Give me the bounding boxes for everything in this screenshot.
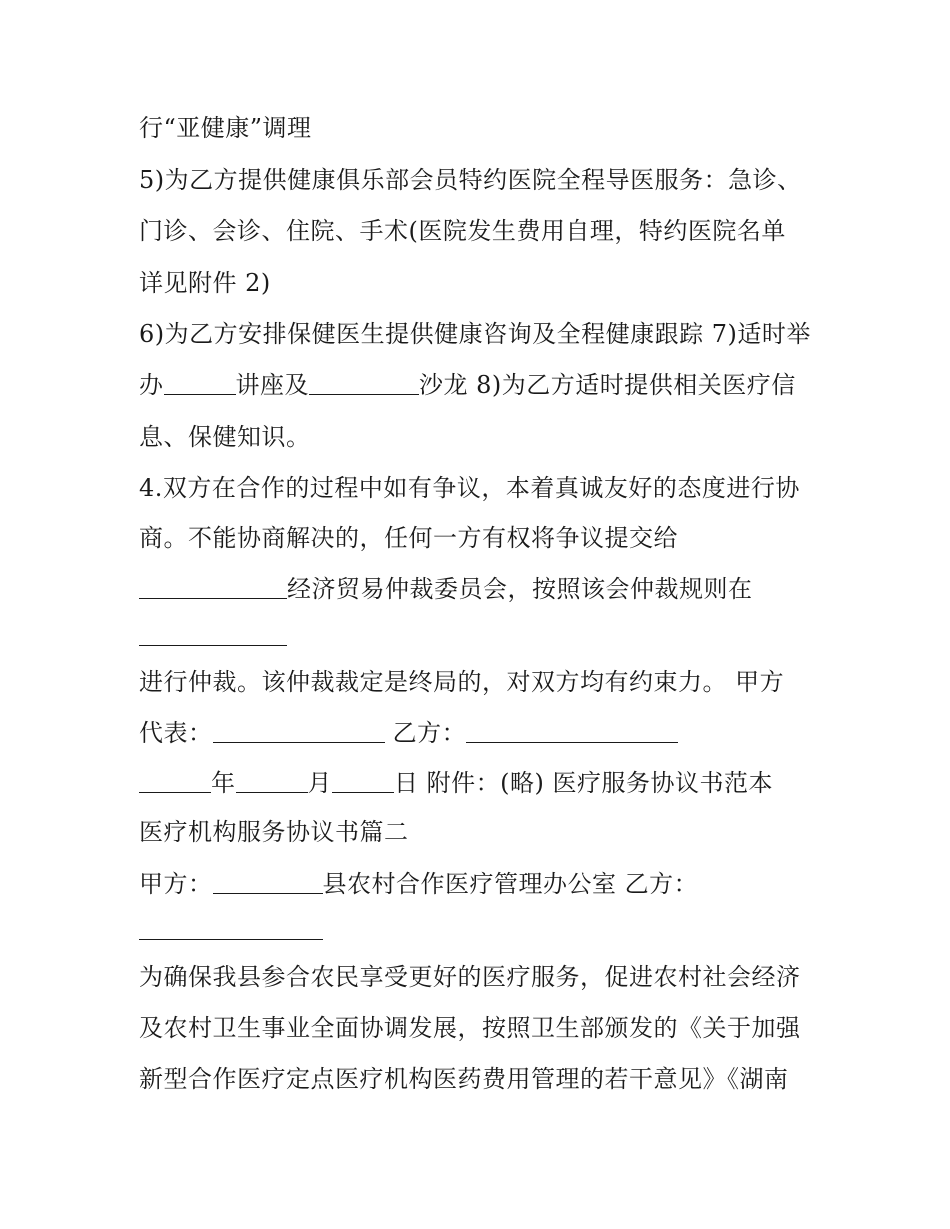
text-line: 为确保我县参合农民享受更好的医疗服务，促进农村社会经济 bbox=[139, 963, 801, 991]
text-line bbox=[139, 713, 678, 753]
text-line bbox=[139, 569, 753, 609]
fill-blank bbox=[466, 718, 678, 743]
text-segment: 县农村合作医疗管理办公室 乙方： bbox=[322, 870, 699, 898]
text-line: 门诊、会诊、住院、手术(医院发生费用自理，特约医院名单 bbox=[139, 217, 786, 245]
fill-blank bbox=[213, 869, 323, 894]
text-segment: 月 bbox=[307, 769, 332, 797]
text-line: 商。不能协商解决的，任何一方有权将争议提交给 bbox=[139, 524, 678, 552]
fill-blank bbox=[139, 915, 323, 940]
text-line: 6)为乙方安排保健医生提供健康咨询及全程健康跟踪 7)适时举 bbox=[139, 320, 811, 348]
fill-blank bbox=[309, 370, 419, 395]
text-line bbox=[139, 763, 773, 803]
text-line bbox=[139, 616, 287, 656]
fill-blank bbox=[139, 621, 287, 646]
text-line: 医疗机构服务协议书篇二 bbox=[139, 818, 409, 846]
fill-blank bbox=[213, 718, 385, 743]
text-line bbox=[139, 864, 698, 904]
text-segment: 日 附件：(略) 医疗服务协议书范本 bbox=[394, 769, 773, 797]
fill-blank bbox=[236, 768, 308, 793]
text-segment: 年 bbox=[211, 769, 236, 797]
text-segment: 讲座及 bbox=[235, 371, 309, 399]
text-segment: 乙方： bbox=[384, 719, 467, 747]
text-line: 进行仲裁。该仲裁裁定是终局的，对双方均有约束力。 甲方 bbox=[139, 668, 785, 696]
text-line: 新型合作医疗定点医疗机构医药费用管理的若干意见》《湖南 bbox=[139, 1065, 789, 1093]
text-line: 5)为乙方提供健康俱乐部会员特约医院全程导医服务：急诊、 bbox=[139, 166, 802, 194]
text-segment: 办 bbox=[139, 371, 164, 399]
fill-blank bbox=[139, 574, 287, 599]
text-segment: 经济贸易仲裁委员会，按照该会仲裁规则在 bbox=[287, 575, 753, 603]
text-line bbox=[139, 365, 796, 405]
text-line: 详见附件 2) bbox=[139, 269, 271, 297]
text-segment: 甲方： bbox=[139, 870, 213, 898]
fill-blank bbox=[332, 768, 394, 793]
fill-blank bbox=[139, 768, 211, 793]
fill-blank bbox=[164, 370, 236, 395]
text-line bbox=[139, 910, 323, 950]
text-segment: 沙龙 8)为乙方适时提供相关医疗信 bbox=[419, 371, 796, 399]
text-segment: 代表： bbox=[139, 719, 213, 747]
text-line: 4.双方在合作的过程中如有争议，本着真诚友好的态度进行协 bbox=[139, 474, 800, 502]
text-line: 息、保健知识。 bbox=[139, 423, 311, 451]
text-line: 行“亚健康”调理 bbox=[139, 114, 312, 142]
text-line: 及农村卫生事业全面协调发展，按照卫生部颁发的《关于加强 bbox=[139, 1014, 801, 1042]
